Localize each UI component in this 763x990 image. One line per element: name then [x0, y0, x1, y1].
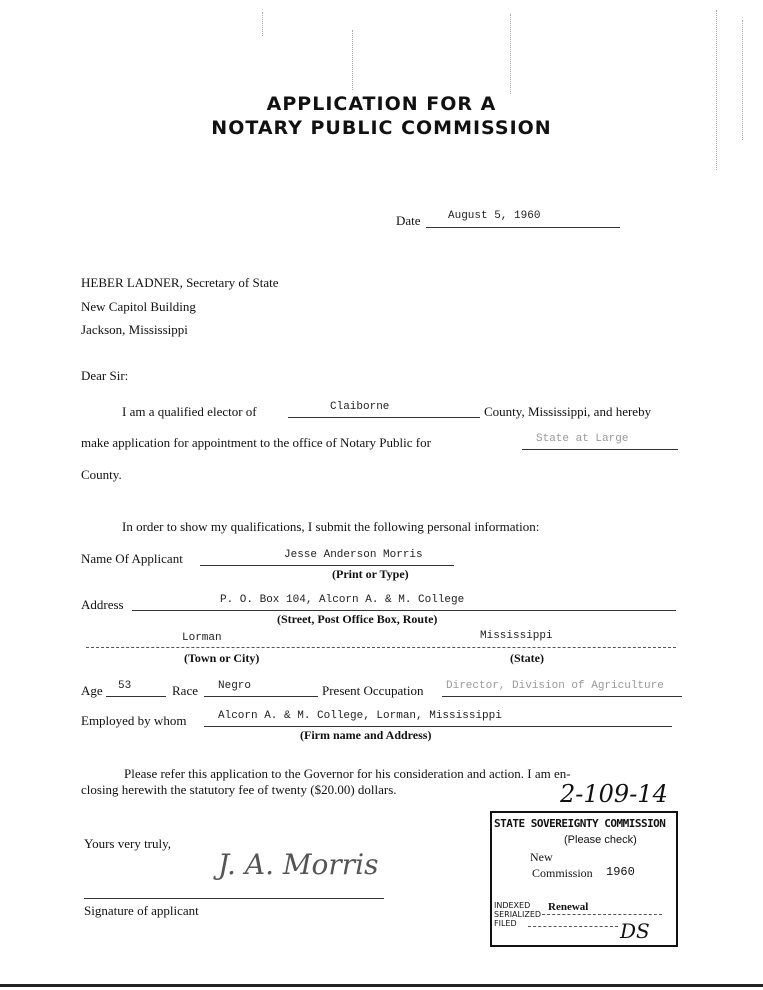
- address-caption: (Street, Post Office Box, Route): [277, 612, 438, 626]
- paragraph1-line2: make application for appointment to the office of Notary Public for: [81, 435, 431, 450]
- file-number: 2-109-14: [560, 780, 668, 808]
- stamp-indexed: INDEXED: [494, 901, 531, 910]
- date-line: [426, 227, 620, 228]
- occupation-label: Present Occupation: [322, 683, 424, 698]
- race-label: Race: [172, 683, 198, 698]
- sovereignty-commission-stamp: [490, 811, 678, 947]
- form-title-line2: NOTARY PUBLIC COMMISSION: [211, 117, 552, 139]
- stamp-index-block: [494, 901, 541, 928]
- race-line: [204, 696, 318, 697]
- occupation-value: Director, Division of Agriculture: [446, 680, 664, 692]
- notary-for-value: State at Large: [536, 433, 629, 445]
- address-value: P. O. Box 104, Alcorn A. & M. College: [220, 594, 465, 606]
- name-line: [200, 565, 454, 566]
- stamp-filed: FILED: [494, 919, 517, 928]
- scan-artifact: [510, 14, 511, 94]
- signature-label: Signature of applicant: [84, 903, 199, 918]
- age-line: [106, 696, 166, 697]
- stamp-please-check: (Please check): [564, 834, 637, 846]
- name-label: Name Of Applicant: [81, 551, 183, 566]
- town-caption: (Town or City): [184, 651, 260, 665]
- county-value: Claiborne: [330, 401, 390, 413]
- occupation-line: [442, 696, 682, 697]
- name-value: Jesse Anderson Morris: [284, 549, 423, 561]
- paragraph1-start: I am a qualified elector of: [122, 404, 257, 419]
- state-caption: (State): [510, 651, 544, 665]
- stamp-new-label: New: [530, 850, 553, 864]
- stamp-commission-label: Commission: [532, 866, 593, 880]
- form-title-line1: APPLICATION FOR A: [266, 93, 497, 115]
- stamp-year: 1960: [606, 865, 635, 879]
- name-caption: (Print or Type): [332, 567, 409, 581]
- county-line: [288, 417, 480, 418]
- stamp-renewal: Renewal: [548, 901, 589, 913]
- date-value: August 5, 1960: [448, 210, 541, 222]
- age-label: Age: [81, 683, 103, 698]
- employer-line: [204, 726, 672, 727]
- page-bottom-edge: [0, 984, 763, 987]
- stamp-serialized: SERIALIZED: [494, 910, 542, 919]
- signature-line: [84, 898, 384, 899]
- notary-for-line: [522, 449, 678, 450]
- salutation: Dear Sir:: [81, 368, 129, 383]
- closing-paragraph-line2: closing herewith the statutory fee of twenty ($20.00) dollars.: [81, 782, 397, 797]
- scan-artifact: [262, 12, 263, 36]
- paragraph1-line3: County.: [81, 467, 122, 482]
- stamp-filed-line: [528, 926, 618, 927]
- date-label: Date: [396, 213, 421, 228]
- age-value: 53: [118, 680, 132, 692]
- town-value: Lorman: [182, 632, 222, 644]
- employer-value: Alcorn A. & M. College, Lorman, Mississippi: [218, 710, 502, 722]
- applicant-signature: J. A. Morris: [218, 848, 379, 881]
- addressee-line1: HEBER LADNER, Secretary of State: [81, 275, 279, 290]
- scan-artifact: [352, 30, 353, 90]
- address-line: [132, 610, 676, 611]
- employer-caption: (Firm name and Address): [300, 728, 432, 742]
- stamp-title: STATE SOVEREIGNTY COMMISSION: [494, 817, 666, 830]
- address-label: Address: [81, 597, 124, 612]
- stamp-initials: DS: [620, 919, 650, 943]
- scan-artifact: [716, 10, 717, 170]
- town-state-line: [86, 647, 676, 648]
- closing-paragraph-line1: Please refer this application to the Governor for his consideration and action. I am en-: [124, 766, 571, 781]
- race-value: Negro: [218, 680, 252, 692]
- qualifications-intro: In order to show my qualifications, I submit the following personal information:: [122, 519, 540, 534]
- addressee-line2: New Capitol Building: [81, 299, 196, 314]
- closing: Yours very truly,: [84, 836, 172, 851]
- employer-label: Employed by whom: [81, 713, 187, 728]
- paragraph1-end: County, Mississippi, and hereby: [484, 404, 652, 419]
- addressee-line3: Jackson, Mississippi: [81, 322, 188, 337]
- stamp-renewal-line: [542, 914, 662, 915]
- state-value: Mississippi: [480, 630, 553, 642]
